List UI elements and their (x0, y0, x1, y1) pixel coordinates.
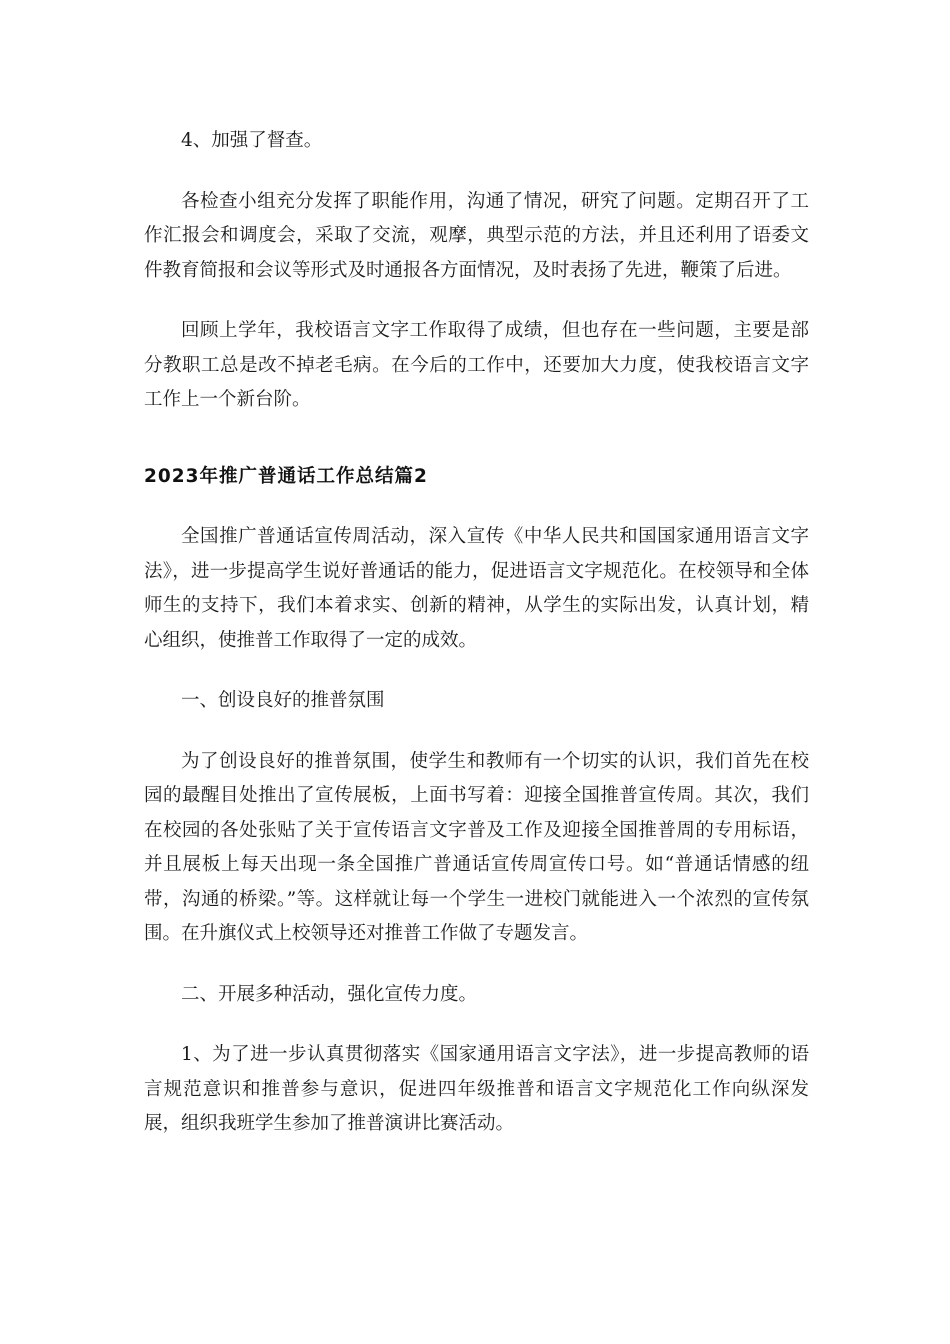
paragraph-inspection: 各检查小组充分发挥了职能作用，沟通了情况，研究了问题。定期召开了工作汇报会和调度会，采取了交流，观摩，典型示范的方法，并且还利用了语委文件教育简报和会议等形式及时通报各方面情况，及时表扬了先进，鞭策了后进。 (144, 190, 809, 281)
paragraph-atmosphere: 为了创设良好的推普氛围，使学生和教师有一个切实的认识，我们首先在校园的最醒目处推出了宣传展板，上面书写着：迎接全国推普宣传周。其次，我们在校园的各处张贴了关于宣传语言文字普及工作及迎接全国推普周的专用标语，并且展板上每天出现一条全国推广普通话宣传周宣传口号。如“普通话情感的纽带，沟通的桥梁。”等。这样就让每一个学生一进校门就能进入一个浓烈的宣传氛围。在升旗仪式上校领导还对推普工作做了专题发言。 (144, 750, 809, 944)
paragraph-review: 回顾上学年，我校语言文字工作取得了成绩，但也存在一些问题，主要是部分教职工总是改不掉老毛病。在今后的工作中，还要加大力度，使我校语言文字工作上一个新台阶。 (144, 320, 809, 410)
document-body (144, 124, 809, 1168)
paragraph-subheading-2: 二、开展多种活动，强化宣传力度。 (181, 983, 478, 1005)
paragraph-subheading-1: 一、创设良好的推普氛围 (181, 690, 385, 711)
section-title: 2023年推广普通话工作总结篇2 (144, 465, 428, 487)
paragraph-intro: 全国推广普通话宣传周活动，深入宣传《中华人民共和国国家通用语言文字法》，进一步提高学生说好普通话的能力，促进语言文字规范化。在校领导和全体师生的支持下，我们本着求实、创新的精神，从学生的实际出发，认真计划，精心组织，使推普工作取得了一定的成效。 (144, 526, 809, 651)
paragraph-item-4-heading: 4、加强了督查。 (181, 130, 323, 151)
paragraph-activity-1: 1、为了进一步认真贯彻落实《国家通用语言文字法》，进一步提高教师的语言规范意识和推普参与意识，促进四年级推普和语言文字规范化工作向纵深发展，组织我班学生参加了推普演讲比赛活动。 (144, 1044, 809, 1134)
